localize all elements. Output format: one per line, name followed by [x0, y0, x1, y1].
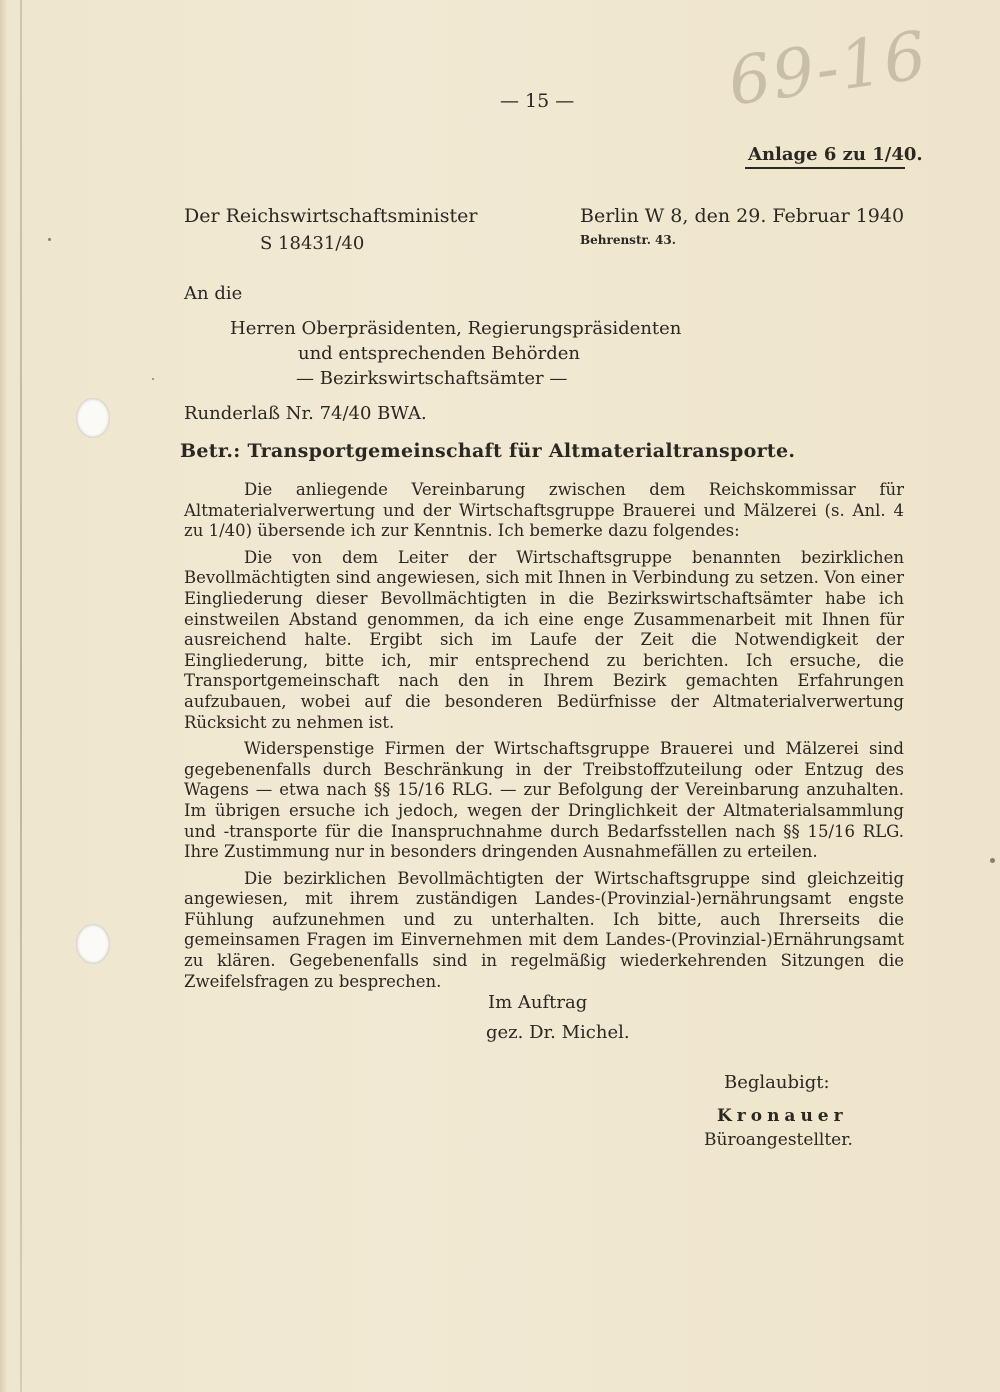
- letter-body: [184, 480, 904, 998]
- certifier-name: Kronauer: [717, 1106, 848, 1126]
- place-date: Berlin W 8, den 29. Februar 1940: [580, 205, 905, 227]
- addressee-line-2: und entsprechenden Behörden: [298, 343, 581, 364]
- signature-name: gez. Dr. Michel.: [486, 1022, 630, 1043]
- addressee-line-3: — Bezirkswirtschaftsämter —: [296, 368, 568, 389]
- paper-speck: [48, 238, 51, 241]
- certification-label: Beglaubigt:: [724, 1072, 830, 1093]
- street-address: Behrenstr. 43.: [580, 233, 676, 247]
- punch-hole-bottom: [76, 924, 110, 964]
- paper-speck: [152, 378, 154, 380]
- body-paragraph: Die anliegende Vereinbarung zwischen dem Reichskommissar für Altmaterialverwertung und der Wirtschaftsgruppe Brauerei und Mälzerei (s. Anl. 4 zu 1/40) übersende ich zur Kenntnis. Ich bemerke dazu folgendes:: [184, 480, 904, 541]
- punch-hole-top: [76, 398, 110, 438]
- paper-speck: [990, 858, 995, 863]
- page-fold: [20, 0, 22, 1392]
- signature-on-behalf: Im Auftrag: [488, 992, 588, 1013]
- body-paragraph: Die von dem Leiter der Wirtschaftsgruppe benannten bezirklichen Bevollmächtigten sind angewiesen, sich mit Ihnen in Verbindung zu setzen. Von einer Eingliederung dieser Bevollmächtigten in die Bezirkswirtschaftsämter habe ich einstweilen Abstand genommen, da ich eine enge Zusammenarbeit mit Ihnen für ausreichend halte. Ergibt sich im Laufe der Zeit die Notwendigkeit der Eingliederung, bitte ich, mir entsprechend zu berichten. Ich ersuche, die Transportgemeinschaft nach den in Ihrem Bezirk gemachten Erfahrungen aufzubauen, wobei auf die besonderen Bedürfnisse der Altmaterialverwertung Rücksicht zu nehmen ist.: [184, 547, 904, 732]
- certifier-role: Büroangestellter.: [704, 1130, 853, 1150]
- attachment-reference: Anlage 6 zu 1/40.: [748, 144, 923, 165]
- page-number: — 15 —: [500, 90, 575, 112]
- attachment-underline: [745, 167, 905, 169]
- addressee-intro: An die: [184, 283, 243, 304]
- subject-line: Betr.: Transportgemeinschaft für Altmaterialtransporte.: [180, 440, 796, 462]
- circular-number: Runderlaß Nr. 74/40 BWA.: [184, 403, 427, 424]
- body-paragraph: Die bezirklichen Bevollmächtigten der Wirtschaftsgruppe sind gleichzeitig angewiesen, mit ihrem zuständigen Landes-(Provinzial-)ernährungsamt engste Fühlung aufzunehmen und zu unterhalten. Ich bitte, auch Ihrerseits die gemeinsamen Fragen im Einvernehmen mit dem Landes-(Provinzial-)Ernährungsamt zu klären. Gegebenenfalls sind in regelmäßig wiederkehrenden Sitzungen die Zweifelsfragen zu besprechen.: [184, 868, 904, 991]
- archive-handwritten-mark: 69-16: [723, 16, 933, 121]
- sender-reference: S 18431/40: [260, 233, 365, 254]
- sender-title: Der Reichswirtschaftsminister: [184, 205, 478, 227]
- addressee-line-1: Herren Oberpräsidenten, Regierungspräsidenten: [230, 318, 682, 339]
- body-paragraph: Widerspenstige Firmen der Wirtschaftsgruppe Brauerei und Mälzerei sind gegebenenfalls durch Beschränkung in der Treibstoffzuteilung oder Entzug des Wagens — etwa nach §§ 15/16 RLG. — zur Befolgung der Vereinbarung anzuhalten. Im übrigen ersuche ich jedoch, wegen der Dringlichkeit der Altmaterialsammlung und -transporte für die Inanspruchnahme durch Bedarfsstellen nach §§ 15/16 RLG. Ihre Zustimmung nur in besonders dringenden Ausnahmefällen zu erteilen.: [184, 739, 904, 862]
